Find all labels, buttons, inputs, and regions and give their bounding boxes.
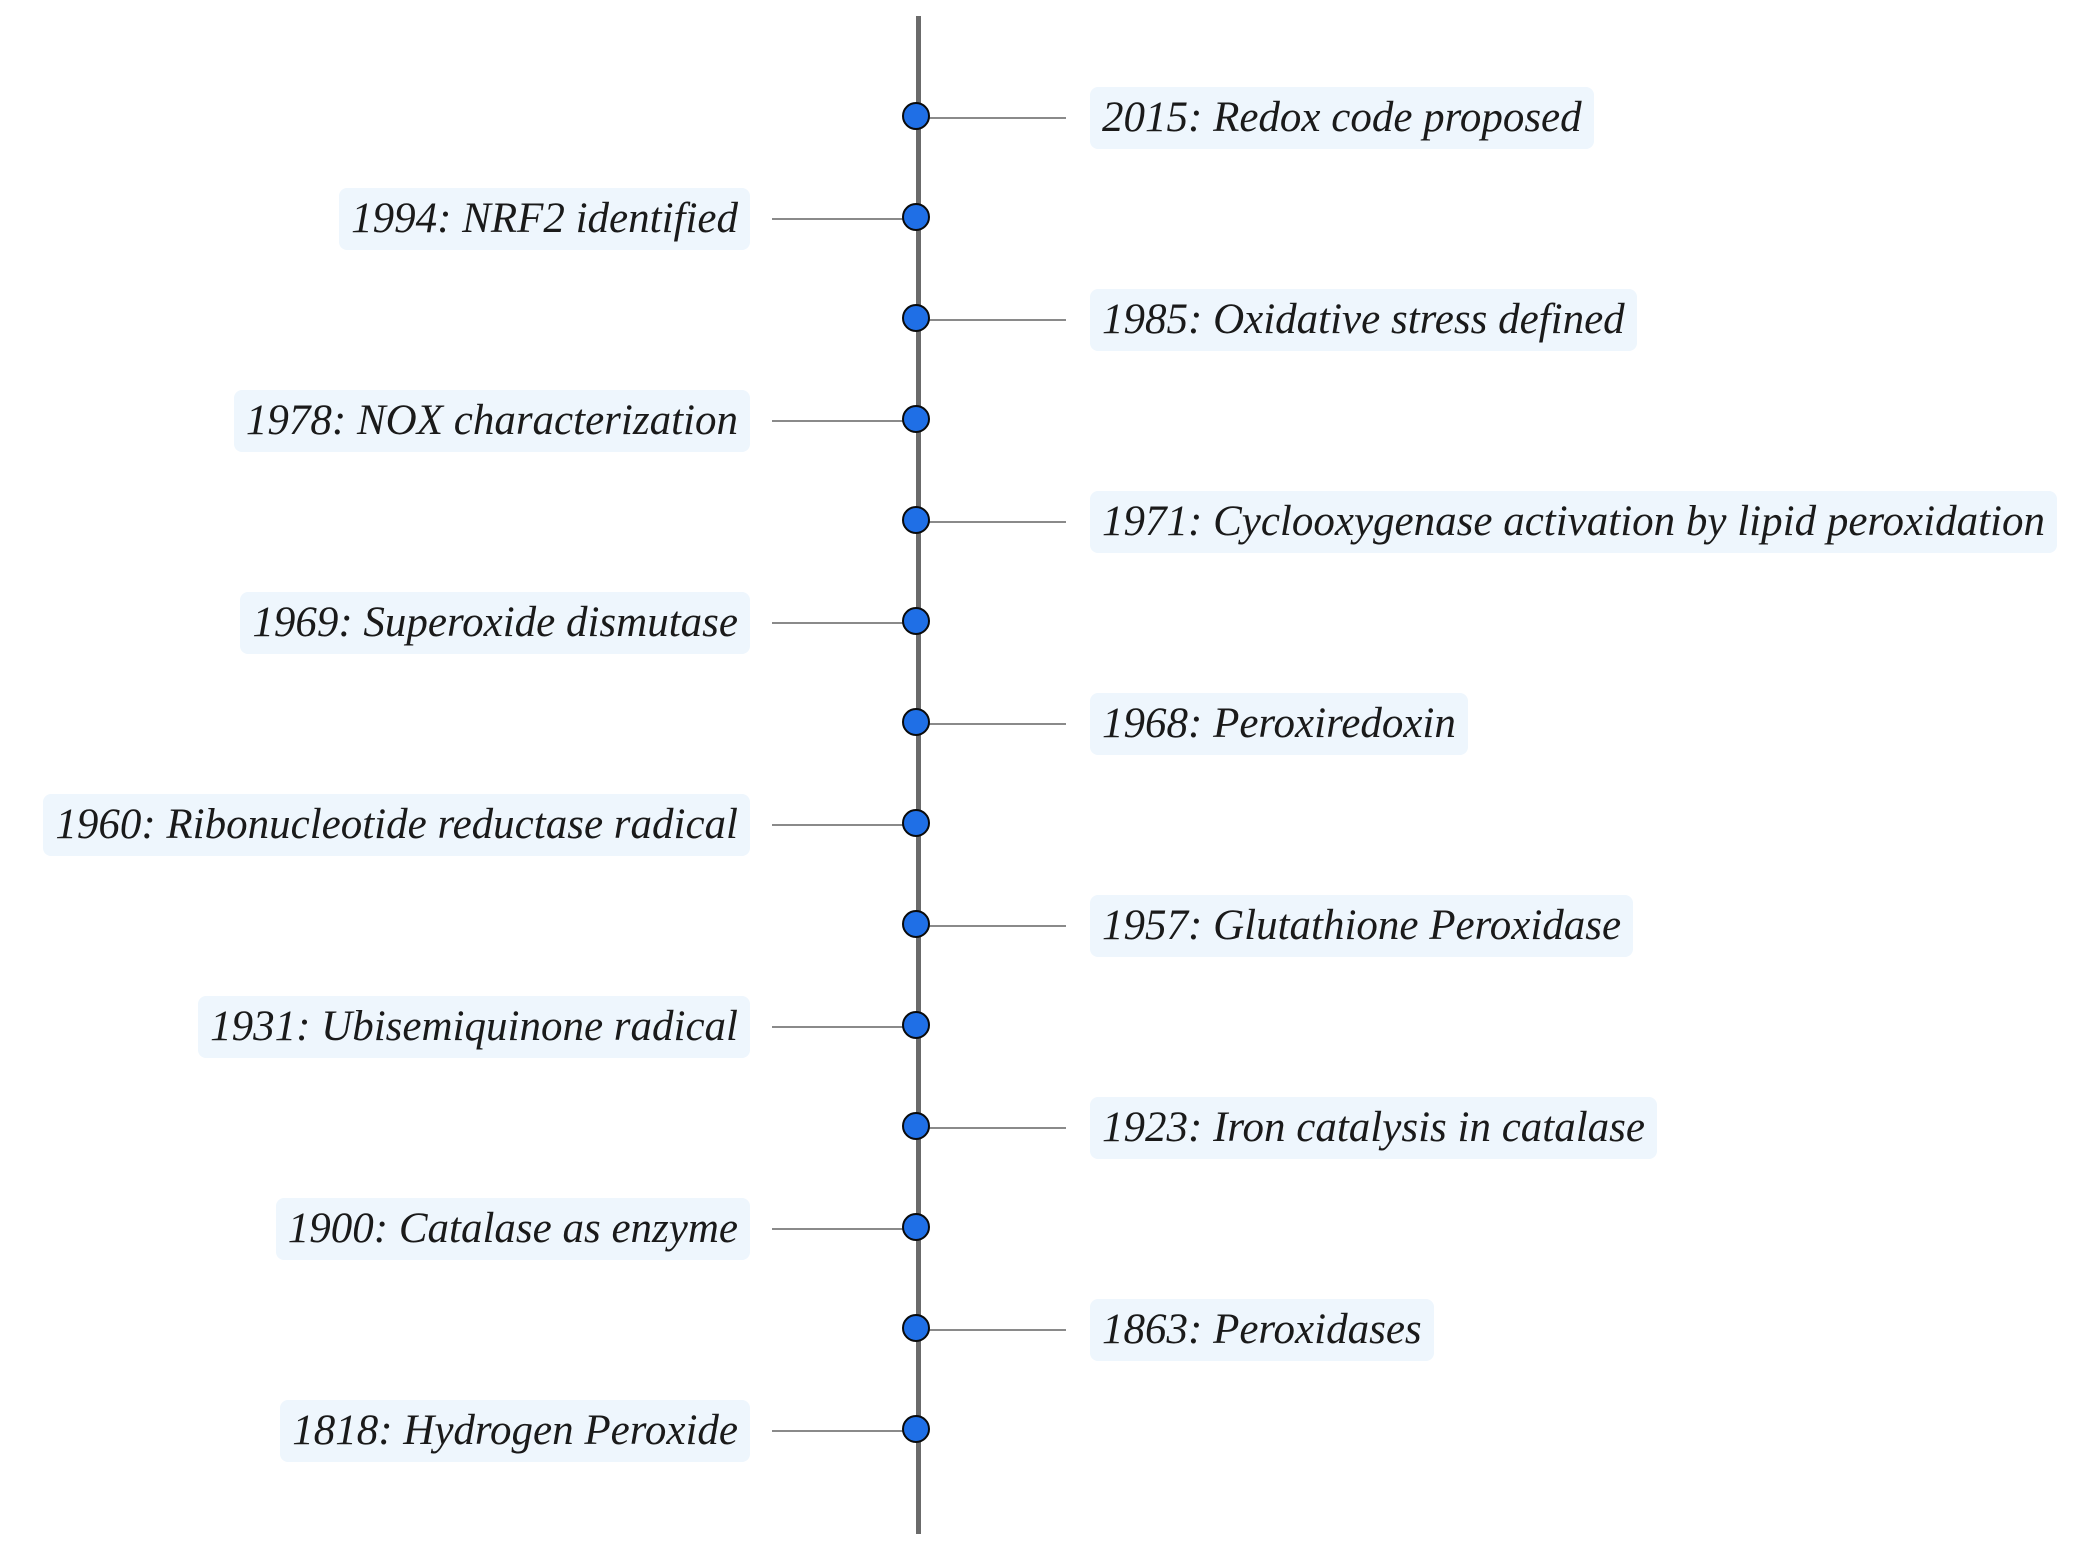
event-label: 1931: Ubisemiquinone radical: [198, 996, 750, 1058]
event-label: 1818: Hydrogen Peroxide: [280, 1400, 750, 1462]
event-marker: [902, 1213, 930, 1241]
event-connector: [772, 622, 916, 624]
event-label: 1971: Cyclooxygenase activation by lipid peroxidation: [1090, 491, 2057, 553]
event-label: 1969: Superoxide dismutase: [240, 592, 750, 654]
event-connector: [916, 319, 1066, 321]
event-connector: [916, 723, 1066, 725]
event-connector: [916, 925, 1066, 927]
event-marker: [902, 607, 930, 635]
event-connector: [916, 521, 1066, 523]
event-marker: [902, 1112, 930, 1140]
event-marker: [902, 910, 930, 938]
event-label: 2015: Redox code proposed: [1090, 87, 1594, 149]
event-label: 1978: NOX characterization: [234, 390, 750, 452]
event-label: 1994: NRF2 identified: [339, 188, 750, 250]
event-label: 1985: Oxidative stress defined: [1090, 289, 1637, 351]
event-connector: [772, 824, 916, 826]
event-label: 1960: Ribonucleotide reductase radical: [43, 794, 750, 856]
event-label: 1923: Iron catalysis in catalase: [1090, 1097, 1657, 1159]
event-marker: [902, 708, 930, 736]
event-label: 1968: Peroxiredoxin: [1090, 693, 1468, 755]
event-marker: [902, 304, 930, 332]
event-connector: [772, 1430, 916, 1432]
event-label: 1900: Catalase as enzyme: [276, 1198, 750, 1260]
event-marker: [902, 405, 930, 433]
event-label: 1957: Glutathione Peroxidase: [1090, 895, 1633, 957]
event-connector: [916, 1329, 1066, 1331]
event-marker: [902, 809, 930, 837]
event-connector: [916, 1127, 1066, 1129]
event-marker: [902, 1415, 930, 1443]
event-connector: [772, 420, 916, 422]
event-connector: [772, 1026, 916, 1028]
event-connector: [772, 1228, 916, 1230]
event-marker: [902, 1314, 930, 1342]
event-marker: [902, 506, 930, 534]
event-connector: [916, 117, 1066, 119]
event-label: 1863: Peroxidases: [1090, 1299, 1434, 1361]
event-marker: [902, 203, 930, 231]
event-marker: [902, 102, 930, 130]
event-marker: [902, 1011, 930, 1039]
timeline-axis: [916, 16, 921, 1534]
event-connector: [772, 218, 916, 220]
